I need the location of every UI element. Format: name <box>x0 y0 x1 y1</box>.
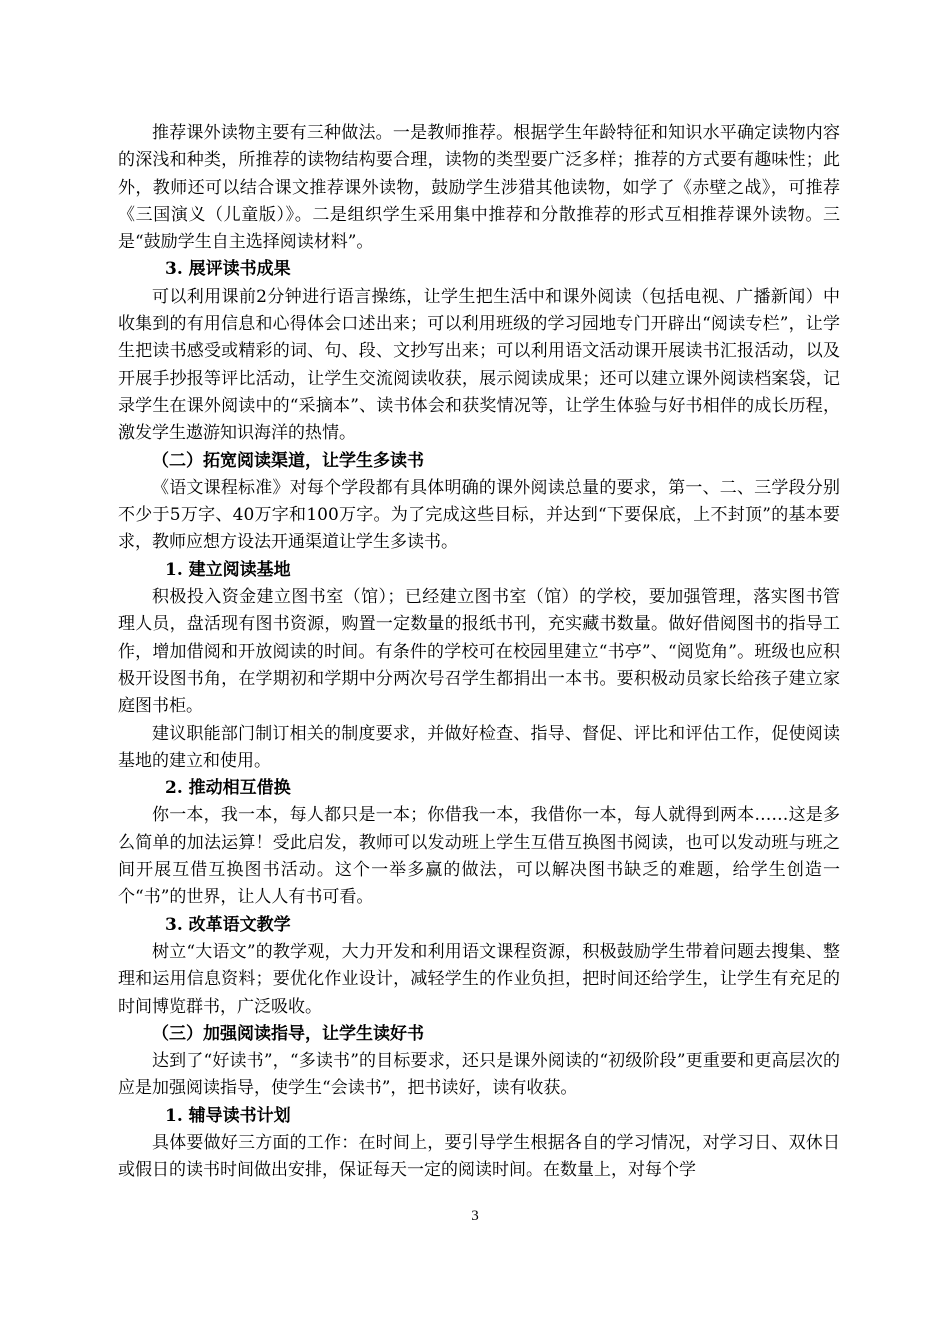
heading-mutual-exchange: 2. 推动相互借换 <box>165 778 291 799</box>
document-body <box>118 120 840 1185</box>
section-heading-reading-guidance: （三）加强阅读指导，让学生读好书 <box>152 1023 424 1044</box>
paragraph-exhibit-results: 可以利用课前2分钟进行语言操练，让学生把生活中和课外阅读（包括电视、广播新闻）中收集到的有用信息和心得体会口述出来；可以利用班级的学习园地专门开辟出“阅读专栏”，让学生把读书感受或精彩的词、句、段、文抄写出来；可以利用语文活动课开展读书汇报活动，以及开展手抄报等评比活动，让学生交流阅读收获，展示阅读成果；还可以建立课外阅读档案袋，记录学生在课外阅读中的“采摘本”、读书体会和获奖情况等，让学生体验与好书相伴的成长历程，激发学生遨游知识海洋的热情。 <box>118 286 840 444</box>
paragraph-curriculum-standard: 《语文课程标准》对每个学段都有具体明确的课外阅读总量的要求，第一、二、三学段分别不少于5万字、40万字和100万字。为了完成这些目标，并达到“下要保底，上不封顶”的基本要求，教师应想方设法开通渠道让学生多读书。 <box>118 477 840 553</box>
heading-reform-teaching: 3. 改革语文教学 <box>165 914 291 935</box>
paragraph-mutual-exchange: 你一本，我一本，每人都只是一本；你借我一本，我借你一本，每人就得到两本……这是多么简单的加法运算！受此启发，教师可以发动班上学生互借互换图书阅读，也可以发动班与班之间开展互借互换图书活动。这个一举多赢的做法，可以解决图书缺乏的难题，给学生创造一个“书”的世界，让人人有书可看。 <box>118 805 840 908</box>
heading-exhibit-results: 3. 展评读书成果 <box>165 259 291 280</box>
section-heading-expand-channels: （二）拓宽阅读渠道，让学生多读书 <box>152 450 424 471</box>
paragraph-reading-plan: 具体要做好三方面的工作：在时间上，要引导学生根据各自的学习情况，对学习日、双休日或假日的读书时间做出安排，保证每天一定的阅读时间。在数量上，对每个学 <box>118 1132 840 1181</box>
paragraph-reform-teaching: 树立“大语文”的教学观，大力开发和利用语文课程资源，积极鼓励学生带着问题去搜集、整理和运用信息资料；要优化作业设计，减轻学生的作业负担，把时间还给学生，让学生有充足的时间博览群书，广泛吸收。 <box>118 941 840 1017</box>
heading-reading-plan: 1. 辅导读书计划 <box>165 1105 291 1126</box>
paragraph-reading-base: 积极投入资金建立图书室（馆）；已经建立图书室（馆）的学校，要加强管理，落实图书管理人员，盘活现有图书资源，购置一定数量的报纸书刊，充实藏书数量。做好借阅图书的指导工作，增加借阅和开放阅读的时间。有条件的学校可在校园里建立“书亭”、“阅览角”。班级也应积极开设图书角，在学期初和学期中分两次号召学生都捐出一本书。要积极动员家长给孩子建立家庭图书柜。 <box>118 587 840 717</box>
paragraph-suggestion: 建议职能部门制订相关的制度要求，并做好检查、指导、督促、评比和评估工作，促使阅读基地的建立和使用。 <box>118 723 840 771</box>
heading-reading-base: 1. 建立阅读基地 <box>165 559 291 580</box>
paragraph-recommend-methods: 推荐课外读物主要有三种做法。一是教师推荐。根据学生年龄特征和知识水平确定读物内容的深浅和种类，所推荐的读物结构要合理，读物的类型要广泛多样；推荐的方式要有趣味性；此外，教师还可以结合课文推荐课外读物，鼓励学生涉猎其他读物，如学了《赤壁之战》，可推荐《三国演义（儿童版）》。二是组织学生采用集中推荐和分散推荐的形式互相推荐课外读物。三是“鼓励学生自主选择阅读材料”。 <box>118 123 840 253</box>
page-number: 3 <box>471 1208 479 1224</box>
paragraph-reading-guidance: 达到了“好读书”，“多读书”的目标要求，还只是课外阅读的“初级阶段”更重要和更高层次的应是加强阅读指导，使学生“会读书”，把书读好，读有收获。 <box>118 1051 840 1099</box>
